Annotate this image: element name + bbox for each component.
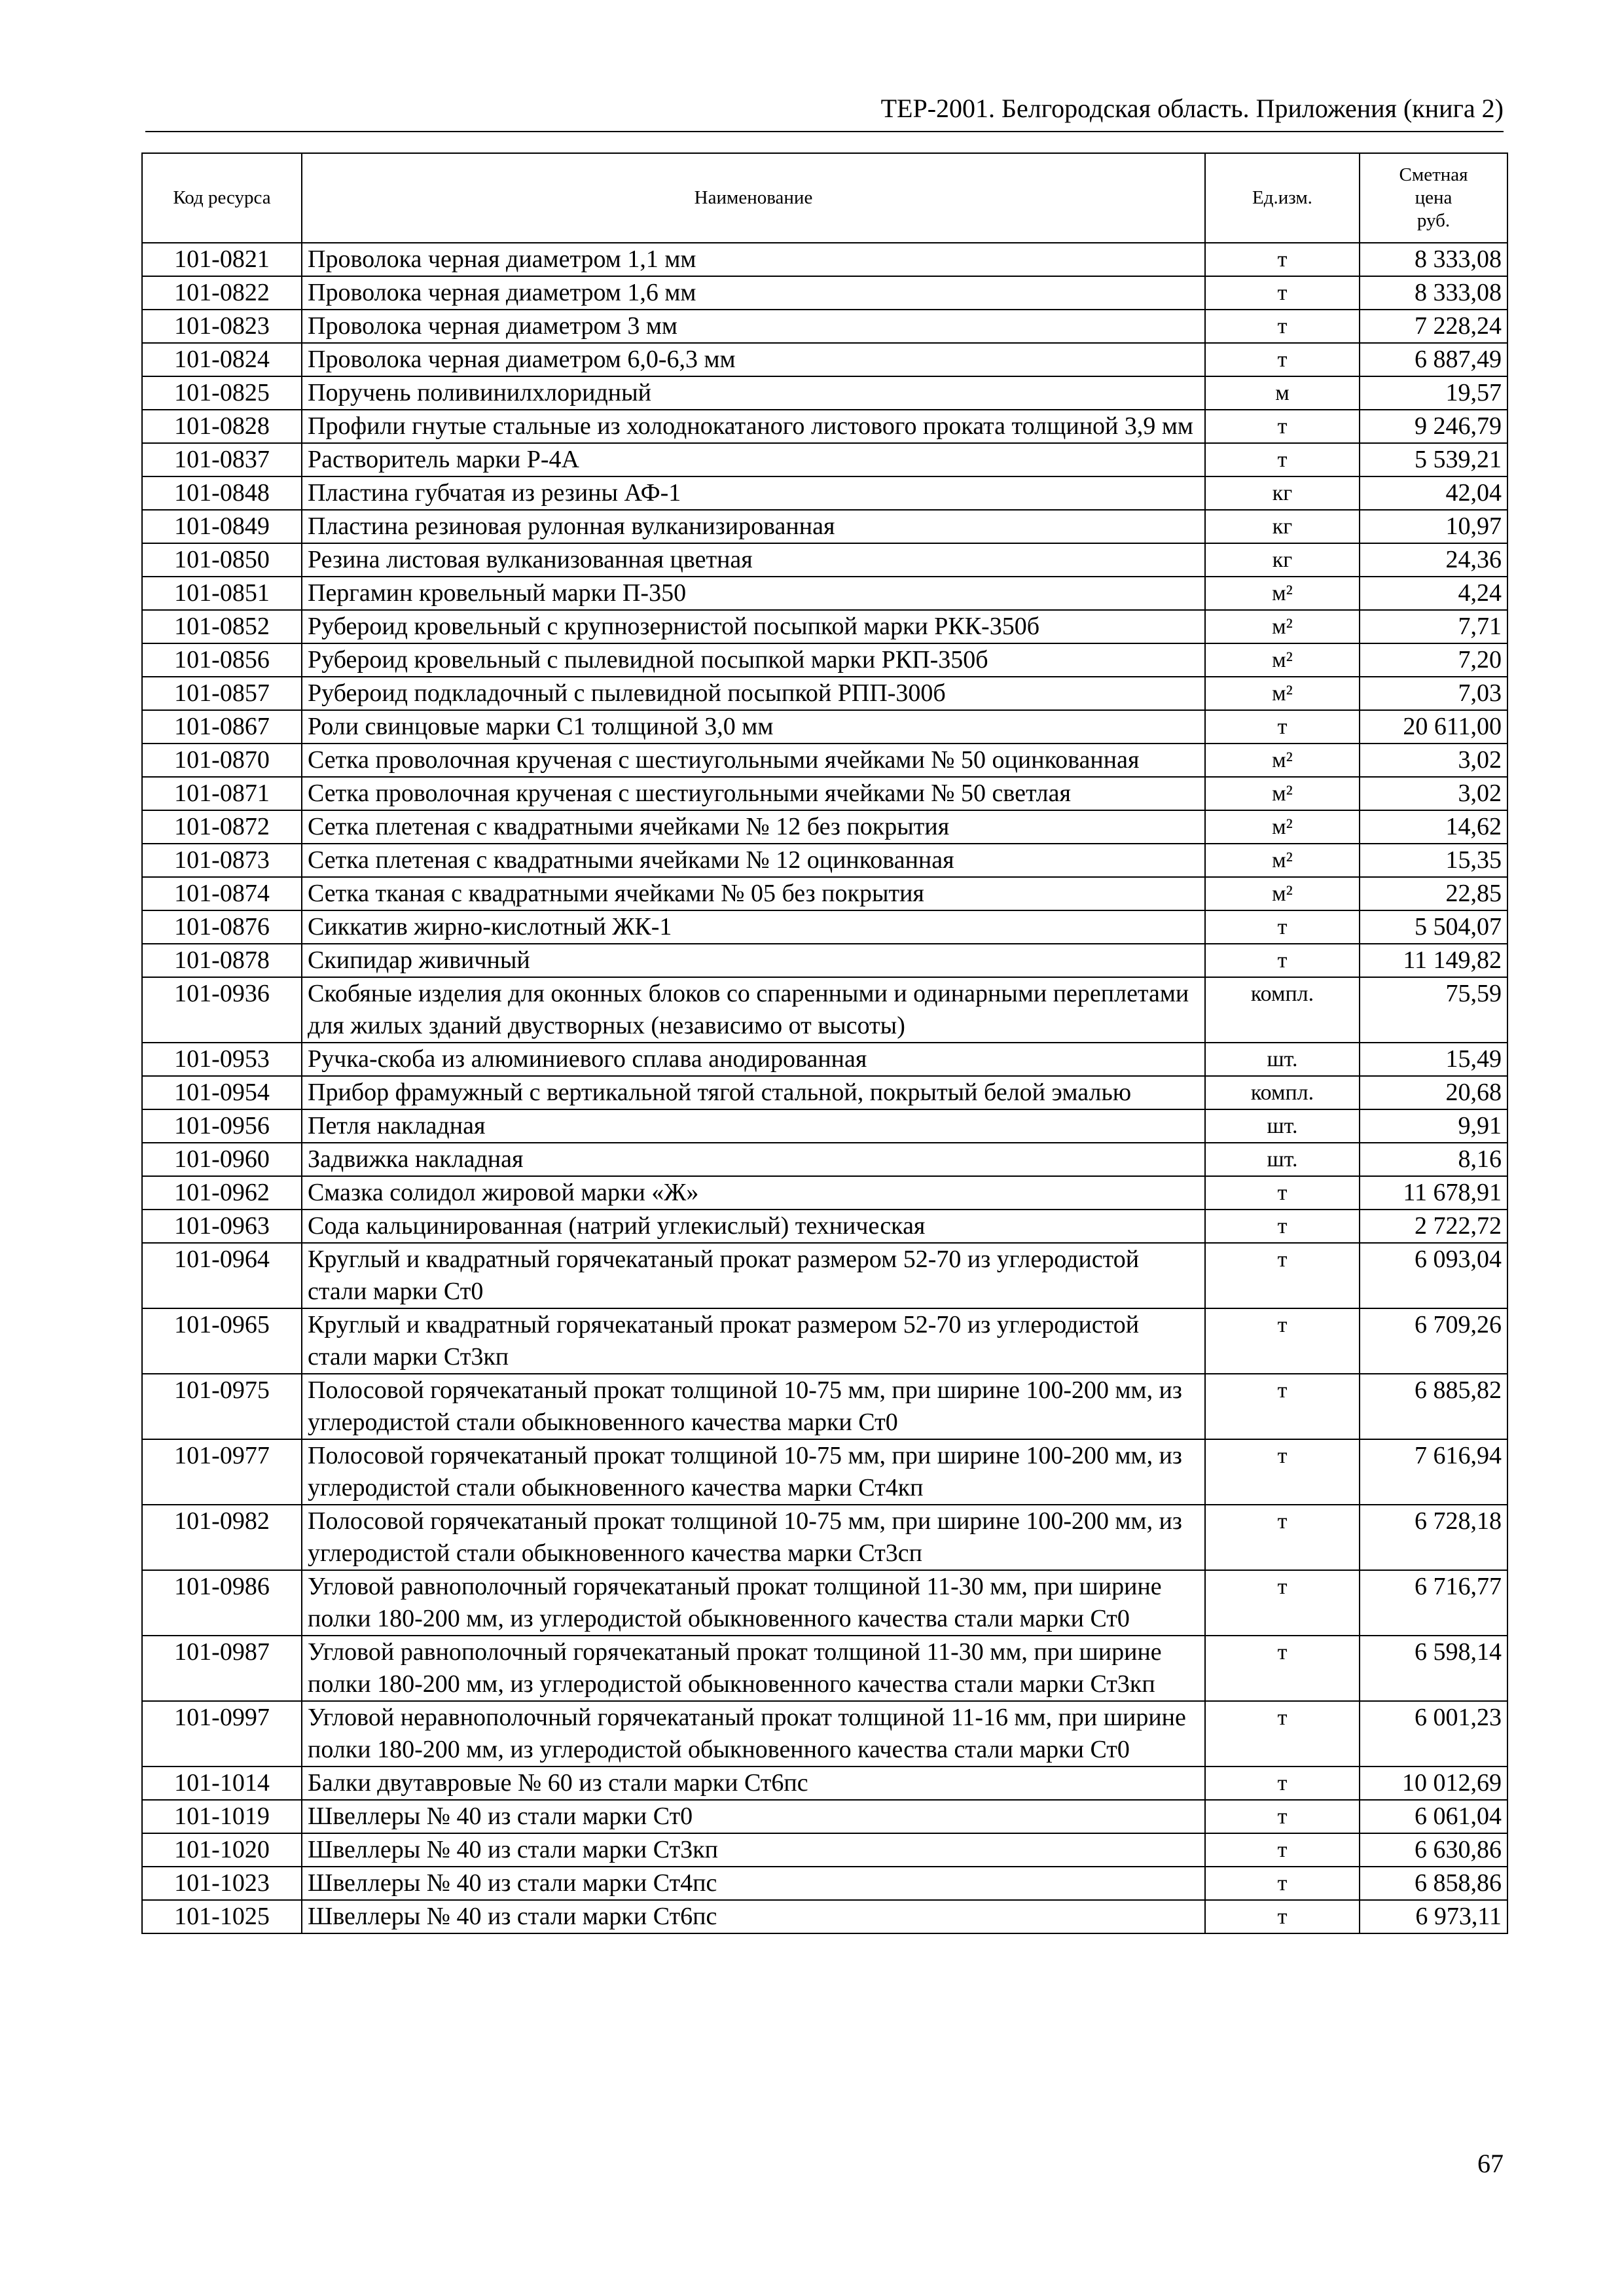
cell-price: 3,02	[1360, 744, 1507, 777]
table-row	[142, 476, 1507, 510]
cell-code: 101-0856	[142, 643, 302, 677]
cell-name: Пергамин кровельный марки П-350	[302, 577, 1205, 610]
cell-unit: т	[1205, 1867, 1360, 1900]
cell-name: Резина листовая вулканизованная цветная	[302, 543, 1205, 577]
table-row	[142, 777, 1507, 810]
cell-price: 6 973,11	[1360, 1900, 1507, 1933]
cell-name: Проволока черная диаметром 1,6 мм	[302, 276, 1205, 310]
cell-name: Швеллеры № 40 из стали марки Ст0	[302, 1800, 1205, 1833]
cell-name: Ручка-скоба из алюминиевого сплава анодированная	[302, 1043, 1205, 1076]
cell-code: 101-0874	[142, 877, 302, 910]
cell-price: 6 630,86	[1360, 1833, 1507, 1867]
cell-unit: т	[1205, 944, 1360, 977]
cell-unit: шт.	[1205, 1043, 1360, 1076]
cell-price: 6 728,18	[1360, 1505, 1507, 1570]
cell-unit: компл.	[1205, 977, 1360, 1043]
table-row	[142, 1109, 1507, 1143]
cell-unit: т	[1205, 1243, 1360, 1308]
cell-name: Сетка плетеная с квадратными ячейками № 12 оцинкованная	[302, 844, 1205, 877]
table-row	[142, 1570, 1507, 1636]
table-header-row	[142, 153, 1507, 243]
cell-name: Пластина резиновая рулонная вулканизированная	[302, 510, 1205, 543]
table-row	[142, 1076, 1507, 1109]
cell-code: 101-0823	[142, 310, 302, 343]
cell-price: 6 093,04	[1360, 1243, 1507, 1308]
cell-name: Поручень поливинилхлоридный	[302, 376, 1205, 410]
cell-code: 101-0963	[142, 1210, 302, 1243]
cell-unit: м²	[1205, 577, 1360, 610]
cell-price: 6 709,26	[1360, 1308, 1507, 1374]
cell-price: 75,59	[1360, 977, 1507, 1043]
cell-price: 19,57	[1360, 376, 1507, 410]
cell-code: 101-1020	[142, 1833, 302, 1867]
header-price-line: Сметная	[1399, 164, 1468, 185]
table-row	[142, 643, 1507, 677]
cell-code: 101-0956	[142, 1109, 302, 1143]
cell-price: 6 716,77	[1360, 1570, 1507, 1636]
cell-unit: т	[1205, 1176, 1360, 1210]
cell-code: 101-0852	[142, 610, 302, 643]
cell-code: 101-0821	[142, 243, 302, 276]
table-row	[142, 1210, 1507, 1243]
cell-unit: т	[1205, 1505, 1360, 1570]
cell-price: 6 858,86	[1360, 1867, 1507, 1900]
cell-code: 101-1025	[142, 1900, 302, 1933]
table-row	[142, 1636, 1507, 1701]
cell-unit: м	[1205, 376, 1360, 410]
cell-code: 101-0936	[142, 977, 302, 1043]
cell-name: Роли свинцовые марки С1 толщиной 3,0 мм	[302, 710, 1205, 744]
cell-price: 10,97	[1360, 510, 1507, 543]
cell-name: Рубероид кровельный с крупнозернистой посыпкой марки РКК-350б	[302, 610, 1205, 643]
cell-unit: т	[1205, 910, 1360, 944]
cell-name: Полосовой горячекатаный прокат толщиной 10-75 мм, при ширине 100-200 мм, из углеродистой стали обыкновенного качества марки Ст0	[302, 1374, 1205, 1439]
cell-unit: м²	[1205, 777, 1360, 810]
table-row	[142, 376, 1507, 410]
cell-code: 101-1014	[142, 1767, 302, 1800]
cell-code: 101-0962	[142, 1176, 302, 1210]
cell-price: 10 012,69	[1360, 1767, 1507, 1800]
cell-name: Круглый и квадратный горячекатаный прокат размером 52-70 из углеродистой стали марки Ст3кп	[302, 1308, 1205, 1374]
table-row	[142, 744, 1507, 777]
cell-price: 6 001,23	[1360, 1701, 1507, 1767]
cell-code: 101-0848	[142, 476, 302, 510]
table-row	[142, 1867, 1507, 1900]
cell-price: 42,04	[1360, 476, 1507, 510]
table-row	[142, 276, 1507, 310]
cell-price: 11 678,91	[1360, 1176, 1507, 1210]
cell-name: Задвижка накладная	[302, 1143, 1205, 1176]
cell-name: Сетка плетеная с квадратными ячейками № 12 без покрытия	[302, 810, 1205, 844]
cell-name: Круглый и квадратный горячекатаный прокат размером 52-70 из углеродистой стали марки Ст0	[302, 1243, 1205, 1308]
table-row	[142, 410, 1507, 443]
table-row	[142, 577, 1507, 610]
cell-name: Сода кальцинированная (натрий углекислый) техническая	[302, 1210, 1205, 1243]
cell-code: 101-0837	[142, 443, 302, 476]
cell-code: 101-0982	[142, 1505, 302, 1570]
header-name: Наименование	[302, 153, 1205, 243]
table-row	[142, 977, 1507, 1043]
cell-code: 101-0849	[142, 510, 302, 543]
cell-price: 14,62	[1360, 810, 1507, 844]
cell-name: Петля накладная	[302, 1109, 1205, 1143]
cell-price: 7,71	[1360, 610, 1507, 643]
header-price-line: цена	[1415, 187, 1453, 208]
table-body	[142, 243, 1507, 1933]
cell-name: Проволока черная диаметром 3 мм	[302, 310, 1205, 343]
cell-price: 6 061,04	[1360, 1800, 1507, 1833]
cell-code: 101-0873	[142, 844, 302, 877]
cell-price: 6 885,82	[1360, 1374, 1507, 1439]
cell-unit: шт.	[1205, 1143, 1360, 1176]
cell-code: 101-0828	[142, 410, 302, 443]
cell-unit: м²	[1205, 610, 1360, 643]
cell-unit: т	[1205, 243, 1360, 276]
cell-code: 101-1023	[142, 1867, 302, 1900]
cell-unit: т	[1205, 1308, 1360, 1374]
table-row	[142, 1505, 1507, 1570]
cell-price: 20,68	[1360, 1076, 1507, 1109]
cell-code: 101-0954	[142, 1076, 302, 1109]
cell-unit: компл.	[1205, 1076, 1360, 1109]
cell-price: 7 616,94	[1360, 1439, 1507, 1505]
cell-code: 101-0960	[142, 1143, 302, 1176]
table-row	[142, 1176, 1507, 1210]
cell-unit: т	[1205, 1800, 1360, 1833]
table-row	[142, 543, 1507, 577]
cell-unit: м²	[1205, 810, 1360, 844]
cell-code: 101-0965	[142, 1308, 302, 1374]
cell-code: 101-0876	[142, 910, 302, 944]
cell-code: 101-0977	[142, 1439, 302, 1505]
table-row	[142, 243, 1507, 276]
page-header-title: ТЕР-2001. Белгородская область. Приложения (книга 2)	[880, 94, 1504, 123]
cell-unit: т	[1205, 1900, 1360, 1933]
cell-name: Швеллеры № 40 из стали марки Ст4пс	[302, 1867, 1205, 1900]
table-row	[142, 810, 1507, 844]
cell-code: 101-0986	[142, 1570, 302, 1636]
cell-unit: т	[1205, 1767, 1360, 1800]
cell-name: Проволока черная диаметром 6,0-6,3 мм	[302, 343, 1205, 376]
table-row	[142, 1439, 1507, 1505]
cell-name: Швеллеры № 40 из стали марки Ст6пс	[302, 1900, 1205, 1933]
cell-name: Полосовой горячекатаный прокат толщиной 10-75 мм, при ширине 100-200 мм, из углеродистой стали обыкновенного качества марки Ст3сп	[302, 1505, 1205, 1570]
table-row	[142, 443, 1507, 476]
cell-code: 101-0870	[142, 744, 302, 777]
table-row	[142, 910, 1507, 944]
cell-name: Скобяные изделия для оконных блоков со спаренными и одинарными переплетами для жилых зданий двустворных (независимо от высоты)	[302, 977, 1205, 1043]
cell-name: Сетка тканая с квадратными ячейками № 05 без покрытия	[302, 877, 1205, 910]
cell-code: 101-0964	[142, 1243, 302, 1308]
cell-unit: кг	[1205, 510, 1360, 543]
table-row	[142, 710, 1507, 744]
cell-price: 8,16	[1360, 1143, 1507, 1176]
cell-name: Прибор фрамужный с вертикальной тягой стальной, покрытый белой эмалью	[302, 1076, 1205, 1109]
cell-code: 101-0953	[142, 1043, 302, 1076]
table-row	[142, 343, 1507, 376]
cell-name: Рубероид кровельный с пылевидной посыпкой марки РКП-350б	[302, 643, 1205, 677]
cell-code: 101-0975	[142, 1374, 302, 1439]
cell-price: 15,35	[1360, 844, 1507, 877]
table-row	[142, 1800, 1507, 1833]
table-row	[142, 610, 1507, 643]
cell-code: 101-1019	[142, 1800, 302, 1833]
header-price-line: руб.	[1416, 210, 1451, 231]
cell-unit: т	[1205, 710, 1360, 744]
cell-code: 101-0997	[142, 1701, 302, 1767]
cell-price: 3,02	[1360, 777, 1507, 810]
header-code: Код ресурса	[142, 153, 302, 243]
cell-unit: т	[1205, 1210, 1360, 1243]
price-table	[141, 152, 1508, 1934]
cell-code: 101-0872	[142, 810, 302, 844]
cell-unit: т	[1205, 310, 1360, 343]
table-row	[142, 1767, 1507, 1800]
cell-unit: м²	[1205, 744, 1360, 777]
cell-price: 9 246,79	[1360, 410, 1507, 443]
cell-unit: т	[1205, 1833, 1360, 1867]
cell-price: 20 611,00	[1360, 710, 1507, 744]
cell-code: 101-0822	[142, 276, 302, 310]
cell-price: 22,85	[1360, 877, 1507, 910]
cell-price: 9,91	[1360, 1109, 1507, 1143]
cell-name: Угловой неравнополочный горячекатаный прокат толщиной 11-16 мм, при ширине полки 180-200 мм, из углеродистой обыкновенного качества стали марки Ст0	[302, 1701, 1205, 1767]
cell-unit: т	[1205, 343, 1360, 376]
cell-unit: кг	[1205, 543, 1360, 577]
table-row	[142, 844, 1507, 877]
cell-name: Сиккатив жирно-кислотный ЖК-1	[302, 910, 1205, 944]
cell-name: Швеллеры № 40 из стали марки Ст3кп	[302, 1833, 1205, 1867]
cell-price: 24,36	[1360, 543, 1507, 577]
cell-unit: м²	[1205, 844, 1360, 877]
cell-code: 101-0851	[142, 577, 302, 610]
cell-price: 8 333,08	[1360, 276, 1507, 310]
table-row	[142, 1833, 1507, 1867]
cell-name: Рубероид подкладочный с пылевидной посыпкой РПП-300б	[302, 677, 1205, 710]
cell-code: 101-0867	[142, 710, 302, 744]
cell-code: 101-0824	[142, 343, 302, 376]
cell-unit: т	[1205, 1439, 1360, 1505]
table-row	[142, 1243, 1507, 1308]
cell-price: 8 333,08	[1360, 243, 1507, 276]
table-row	[142, 1900, 1507, 1933]
cell-price: 5 539,21	[1360, 443, 1507, 476]
cell-price: 4,24	[1360, 577, 1507, 610]
cell-unit: м²	[1205, 643, 1360, 677]
table-row	[142, 944, 1507, 977]
cell-price: 11 149,82	[1360, 944, 1507, 977]
table-row	[142, 1143, 1507, 1176]
cell-name: Сетка проволочная крученая с шестиугольными ячейками № 50 оцинкованная	[302, 744, 1205, 777]
cell-price: 2 722,72	[1360, 1210, 1507, 1243]
table-row	[142, 1374, 1507, 1439]
table-row	[142, 1701, 1507, 1767]
cell-unit: м²	[1205, 877, 1360, 910]
cell-unit: т	[1205, 276, 1360, 310]
cell-unit: шт.	[1205, 1109, 1360, 1143]
cell-unit: т	[1205, 1374, 1360, 1439]
cell-unit: т	[1205, 1570, 1360, 1636]
cell-unit: т	[1205, 443, 1360, 476]
cell-price: 5 504,07	[1360, 910, 1507, 944]
cell-name: Растворитель марки Р-4А	[302, 443, 1205, 476]
header-unit: Ед.изм.	[1205, 153, 1360, 243]
cell-name: Профили гнутые стальные из холоднокатаного листового проката толщиной 3,9 мм	[302, 410, 1205, 443]
cell-name: Проволока черная диаметром 1,1 мм	[302, 243, 1205, 276]
cell-name: Сетка проволочная крученая с шестиугольными ячейками № 50 светлая	[302, 777, 1205, 810]
page-number: 67	[1477, 2149, 1504, 2178]
cell-name: Балки двутавровые № 60 из стали марки Ст6пс	[302, 1767, 1205, 1800]
cell-price: 6 598,14	[1360, 1636, 1507, 1701]
cell-name: Скипидар живичный	[302, 944, 1205, 977]
cell-name: Пластина губчатая из резины АФ-1	[302, 476, 1205, 510]
header-price	[1360, 153, 1507, 243]
cell-unit: т	[1205, 410, 1360, 443]
cell-unit: т	[1205, 1636, 1360, 1701]
cell-price: 7,03	[1360, 677, 1507, 710]
table-row	[142, 1308, 1507, 1374]
table-row	[142, 310, 1507, 343]
cell-name: Полосовой горячекатаный прокат толщиной 10-75 мм, при ширине 100-200 мм, из углеродистой стали обыкновенного качества марки Ст4кп	[302, 1439, 1205, 1505]
cell-code: 101-0850	[142, 543, 302, 577]
cell-code: 101-0871	[142, 777, 302, 810]
cell-code: 101-0857	[142, 677, 302, 710]
cell-code: 101-0878	[142, 944, 302, 977]
cell-name: Угловой равнополочный горячекатаный прокат толщиной 11-30 мм, при ширине полки 180-200 мм, из углеродистой обыкновенного качества стали марки Ст3кп	[302, 1636, 1205, 1701]
cell-code: 101-0825	[142, 376, 302, 410]
cell-price: 6 887,49	[1360, 343, 1507, 376]
cell-unit: м²	[1205, 677, 1360, 710]
cell-price: 15,49	[1360, 1043, 1507, 1076]
table-row	[142, 877, 1507, 910]
cell-unit: т	[1205, 1701, 1360, 1767]
header-divider	[145, 131, 1504, 132]
cell-name: Смазка солидол жировой марки «Ж»	[302, 1176, 1205, 1210]
table-row	[142, 510, 1507, 543]
cell-name: Угловой равнополочный горячекатаный прокат толщиной 11-30 мм, при ширине полки 180-200 мм, из углеродистой обыкновенного качества стали марки Ст0	[302, 1570, 1205, 1636]
cell-price: 7,20	[1360, 643, 1507, 677]
table-row	[142, 1043, 1507, 1076]
table-row	[142, 677, 1507, 710]
cell-code: 101-0987	[142, 1636, 302, 1701]
cell-price: 7 228,24	[1360, 310, 1507, 343]
cell-unit: кг	[1205, 476, 1360, 510]
